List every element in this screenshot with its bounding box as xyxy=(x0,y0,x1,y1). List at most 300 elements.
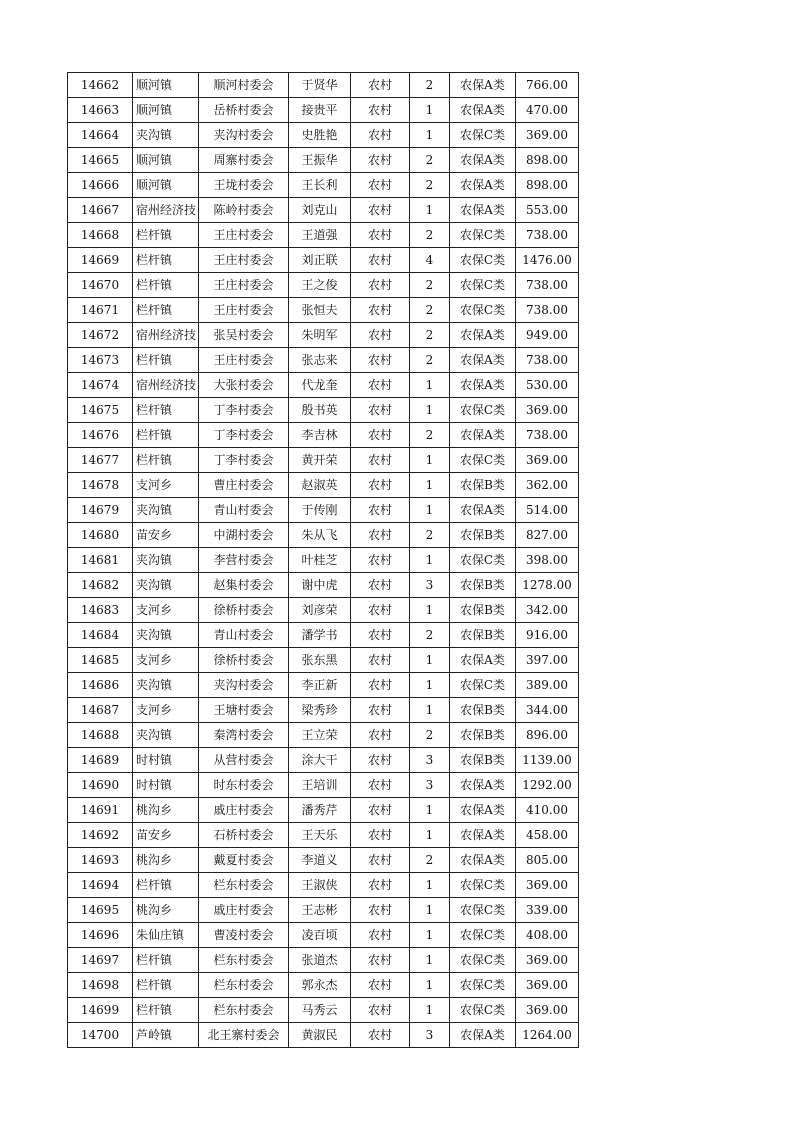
household-count-cell: 3 xyxy=(410,1023,450,1048)
household-count-cell: 3 xyxy=(410,773,450,798)
household-count-cell: 3 xyxy=(410,573,450,598)
name-cell: 潘秀芹 xyxy=(289,798,351,823)
table-row xyxy=(68,623,579,648)
village-committee-cell: 王庄村委会 xyxy=(199,223,289,248)
insurance-category-cell: 农保B类 xyxy=(450,523,516,548)
record-id-cell: 14683 xyxy=(68,598,133,623)
amount-cell: 738.00 xyxy=(516,348,579,373)
household-count-cell: 1 xyxy=(410,198,450,223)
records-table xyxy=(67,72,579,1048)
insurance-category-cell: 农保A类 xyxy=(450,323,516,348)
insurance-category-cell: 农保C类 xyxy=(450,923,516,948)
amount-cell: 805.00 xyxy=(516,848,579,873)
town-cell: 栏杆镇 xyxy=(133,223,199,248)
town-cell: 夹沟镇 xyxy=(133,573,199,598)
village-committee-cell: 李营村委会 xyxy=(199,548,289,573)
record-id-cell: 14670 xyxy=(68,273,133,298)
insurance-category-cell: 农保B类 xyxy=(450,598,516,623)
residence-type-cell: 农村 xyxy=(351,548,410,573)
residence-type-cell: 农村 xyxy=(351,223,410,248)
town-cell: 朱仙庄镇 xyxy=(133,923,199,948)
household-count-cell: 2 xyxy=(410,173,450,198)
household-count-cell: 2 xyxy=(410,523,450,548)
village-committee-cell: 丁李村委会 xyxy=(199,448,289,473)
table-row xyxy=(68,448,579,473)
village-committee-cell: 大张村委会 xyxy=(199,373,289,398)
name-cell: 马秀云 xyxy=(289,998,351,1023)
residence-type-cell: 农村 xyxy=(351,498,410,523)
village-committee-cell: 王庄村委会 xyxy=(199,298,289,323)
insurance-category-cell: 农保B类 xyxy=(450,623,516,648)
insurance-category-cell: 农保B类 xyxy=(450,698,516,723)
residence-type-cell: 农村 xyxy=(351,198,410,223)
residence-type-cell: 农村 xyxy=(351,448,410,473)
residence-type-cell: 农村 xyxy=(351,773,410,798)
table-row xyxy=(68,648,579,673)
village-committee-cell: 栏东村委会 xyxy=(199,998,289,1023)
household-count-cell: 1 xyxy=(410,123,450,148)
insurance-category-cell: 农保B类 xyxy=(450,748,516,773)
record-id-cell: 14671 xyxy=(68,298,133,323)
town-cell: 栏杆镇 xyxy=(133,348,199,373)
insurance-category-cell: 农保A类 xyxy=(450,648,516,673)
name-cell: 王长利 xyxy=(289,173,351,198)
town-cell: 夹沟镇 xyxy=(133,548,199,573)
household-count-cell: 1 xyxy=(410,373,450,398)
name-cell: 王培训 xyxy=(289,773,351,798)
amount-cell: 408.00 xyxy=(516,923,579,948)
village-committee-cell: 北王寨村委会 xyxy=(199,1023,289,1048)
amount-cell: 553.00 xyxy=(516,198,579,223)
table-row xyxy=(68,1023,579,1048)
record-id-cell: 14673 xyxy=(68,348,133,373)
insurance-category-cell: 农保C类 xyxy=(450,873,516,898)
name-cell: 李道义 xyxy=(289,848,351,873)
town-cell: 栏杆镇 xyxy=(133,973,199,998)
name-cell: 刘彦荣 xyxy=(289,598,351,623)
insurance-category-cell: 农保A类 xyxy=(450,848,516,873)
record-id-cell: 14690 xyxy=(68,773,133,798)
village-committee-cell: 周寨村委会 xyxy=(199,148,289,173)
amount-cell: 1278.00 xyxy=(516,573,579,598)
amount-cell: 916.00 xyxy=(516,623,579,648)
table-row xyxy=(68,373,579,398)
amount-cell: 530.00 xyxy=(516,373,579,398)
town-cell: 栏杆镇 xyxy=(133,298,199,323)
town-cell: 宿州经济技 xyxy=(133,323,199,348)
record-id-cell: 14693 xyxy=(68,848,133,873)
household-count-cell: 2 xyxy=(410,273,450,298)
insurance-category-cell: 农保C类 xyxy=(450,398,516,423)
record-id-cell: 14686 xyxy=(68,673,133,698)
town-cell: 夹沟镇 xyxy=(133,623,199,648)
residence-type-cell: 农村 xyxy=(351,398,410,423)
town-cell: 夹沟镇 xyxy=(133,723,199,748)
name-cell: 张志来 xyxy=(289,348,351,373)
record-id-cell: 14685 xyxy=(68,648,133,673)
amount-cell: 738.00 xyxy=(516,423,579,448)
amount-cell: 342.00 xyxy=(516,598,579,623)
household-count-cell: 2 xyxy=(410,423,450,448)
amount-cell: 369.00 xyxy=(516,448,579,473)
insurance-category-cell: 农保B类 xyxy=(450,723,516,748)
name-cell: 朱明军 xyxy=(289,323,351,348)
household-count-cell: 1 xyxy=(410,548,450,573)
name-cell: 赵淑英 xyxy=(289,473,351,498)
town-cell: 栏杆镇 xyxy=(133,998,199,1023)
town-cell: 苗安乡 xyxy=(133,523,199,548)
table-row xyxy=(68,473,579,498)
name-cell: 代龙奎 xyxy=(289,373,351,398)
town-cell: 桃沟乡 xyxy=(133,798,199,823)
town-cell: 夹沟镇 xyxy=(133,123,199,148)
insurance-category-cell: 农保C类 xyxy=(450,248,516,273)
town-cell: 栏杆镇 xyxy=(133,948,199,973)
town-cell: 顺河镇 xyxy=(133,73,199,98)
record-id-cell: 14665 xyxy=(68,148,133,173)
amount-cell: 1476.00 xyxy=(516,248,579,273)
town-cell: 顺河镇 xyxy=(133,173,199,198)
town-cell: 顺河镇 xyxy=(133,98,199,123)
table-row xyxy=(68,223,579,248)
village-committee-cell: 青山村委会 xyxy=(199,623,289,648)
household-count-cell: 1 xyxy=(410,448,450,473)
amount-cell: 458.00 xyxy=(516,823,579,848)
name-cell: 李正新 xyxy=(289,673,351,698)
record-id-cell: 14691 xyxy=(68,798,133,823)
residence-type-cell: 农村 xyxy=(351,123,410,148)
village-committee-cell: 丁李村委会 xyxy=(199,398,289,423)
name-cell: 黄淑民 xyxy=(289,1023,351,1048)
household-count-cell: 1 xyxy=(410,698,450,723)
record-id-cell: 14692 xyxy=(68,823,133,848)
village-committee-cell: 张吴村委会 xyxy=(199,323,289,348)
town-cell: 栏杆镇 xyxy=(133,248,199,273)
name-cell: 王之俊 xyxy=(289,273,351,298)
household-count-cell: 1 xyxy=(410,873,450,898)
amount-cell: 344.00 xyxy=(516,698,579,723)
name-cell: 张恒夫 xyxy=(289,298,351,323)
residence-type-cell: 农村 xyxy=(351,973,410,998)
name-cell: 潘学书 xyxy=(289,623,351,648)
residence-type-cell: 农村 xyxy=(351,248,410,273)
table-row xyxy=(68,898,579,923)
residence-type-cell: 农村 xyxy=(351,173,410,198)
record-id-cell: 14675 xyxy=(68,398,133,423)
record-id-cell: 14679 xyxy=(68,498,133,523)
household-count-cell: 2 xyxy=(410,223,450,248)
insurance-category-cell: 农保C类 xyxy=(450,998,516,1023)
table-row xyxy=(68,998,579,1023)
household-count-cell: 1 xyxy=(410,948,450,973)
table-row xyxy=(68,798,579,823)
amount-cell: 410.00 xyxy=(516,798,579,823)
household-count-cell: 2 xyxy=(410,348,450,373)
amount-cell: 369.00 xyxy=(516,948,579,973)
residence-type-cell: 农村 xyxy=(351,798,410,823)
table-row xyxy=(68,198,579,223)
record-id-cell: 14666 xyxy=(68,173,133,198)
residence-type-cell: 农村 xyxy=(351,898,410,923)
insurance-category-cell: 农保C类 xyxy=(450,123,516,148)
household-count-cell: 1 xyxy=(410,923,450,948)
table-row xyxy=(68,873,579,898)
amount-cell: 398.00 xyxy=(516,548,579,573)
household-count-cell: 2 xyxy=(410,73,450,98)
amount-cell: 339.00 xyxy=(516,898,579,923)
insurance-category-cell: 农保C类 xyxy=(450,973,516,998)
residence-type-cell: 农村 xyxy=(351,648,410,673)
residence-type-cell: 农村 xyxy=(351,623,410,648)
table-row xyxy=(68,698,579,723)
town-cell: 顺河镇 xyxy=(133,148,199,173)
amount-cell: 896.00 xyxy=(516,723,579,748)
residence-type-cell: 农村 xyxy=(351,148,410,173)
household-count-cell: 2 xyxy=(410,323,450,348)
household-count-cell: 1 xyxy=(410,673,450,698)
table-row xyxy=(68,98,579,123)
residence-type-cell: 农村 xyxy=(351,673,410,698)
name-cell: 于传刚 xyxy=(289,498,351,523)
village-committee-cell: 曹凌村委会 xyxy=(199,923,289,948)
table-row xyxy=(68,948,579,973)
name-cell: 于贤华 xyxy=(289,73,351,98)
household-count-cell: 1 xyxy=(410,648,450,673)
town-cell: 宿州经济技 xyxy=(133,198,199,223)
amount-cell: 1139.00 xyxy=(516,748,579,773)
residence-type-cell: 农村 xyxy=(351,273,410,298)
town-cell: 时村镇 xyxy=(133,748,199,773)
insurance-category-cell: 农保A类 xyxy=(450,348,516,373)
insurance-category-cell: 农保A类 xyxy=(450,823,516,848)
residence-type-cell: 农村 xyxy=(351,698,410,723)
record-id-cell: 14689 xyxy=(68,748,133,773)
name-cell: 张道杰 xyxy=(289,948,351,973)
amount-cell: 389.00 xyxy=(516,673,579,698)
town-cell: 栏杆镇 xyxy=(133,398,199,423)
amount-cell: 369.00 xyxy=(516,873,579,898)
table-row xyxy=(68,598,579,623)
village-committee-cell: 夹沟村委会 xyxy=(199,673,289,698)
record-id-cell: 14667 xyxy=(68,198,133,223)
residence-type-cell: 农村 xyxy=(351,323,410,348)
record-id-cell: 14681 xyxy=(68,548,133,573)
name-cell: 叶桂芝 xyxy=(289,548,351,573)
household-count-cell: 1 xyxy=(410,98,450,123)
amount-cell: 1292.00 xyxy=(516,773,579,798)
record-id-cell: 14687 xyxy=(68,698,133,723)
residence-type-cell: 农村 xyxy=(351,948,410,973)
amount-cell: 362.00 xyxy=(516,473,579,498)
name-cell: 王振华 xyxy=(289,148,351,173)
household-count-cell: 1 xyxy=(410,473,450,498)
town-cell: 栏杆镇 xyxy=(133,873,199,898)
town-cell: 栏杆镇 xyxy=(133,423,199,448)
record-id-cell: 14678 xyxy=(68,473,133,498)
town-cell: 支河乡 xyxy=(133,648,199,673)
residence-type-cell: 农村 xyxy=(351,73,410,98)
record-id-cell: 14699 xyxy=(68,998,133,1023)
village-committee-cell: 中湖村委会 xyxy=(199,523,289,548)
town-cell: 时村镇 xyxy=(133,773,199,798)
household-count-cell: 1 xyxy=(410,498,450,523)
insurance-category-cell: 农保A类 xyxy=(450,773,516,798)
insurance-category-cell: 农保C类 xyxy=(450,898,516,923)
amount-cell: 369.00 xyxy=(516,973,579,998)
insurance-category-cell: 农保C类 xyxy=(450,273,516,298)
residence-type-cell: 农村 xyxy=(351,473,410,498)
record-id-cell: 14662 xyxy=(68,73,133,98)
town-cell: 苗安乡 xyxy=(133,823,199,848)
name-cell: 朱从飞 xyxy=(289,523,351,548)
residence-type-cell: 农村 xyxy=(351,98,410,123)
village-committee-cell: 栏东村委会 xyxy=(199,948,289,973)
residence-type-cell: 农村 xyxy=(351,1023,410,1048)
village-committee-cell: 戚庄村委会 xyxy=(199,898,289,923)
insurance-category-cell: 农保C类 xyxy=(450,223,516,248)
table-row xyxy=(68,723,579,748)
insurance-category-cell: 农保C类 xyxy=(450,298,516,323)
table-row xyxy=(68,973,579,998)
village-committee-cell: 陈岭村委会 xyxy=(199,198,289,223)
name-cell: 郭永杰 xyxy=(289,973,351,998)
village-committee-cell: 石桥村委会 xyxy=(199,823,289,848)
village-committee-cell: 青山村委会 xyxy=(199,498,289,523)
insurance-category-cell: 农保C类 xyxy=(450,548,516,573)
amount-cell: 898.00 xyxy=(516,173,579,198)
table-row xyxy=(68,573,579,598)
amount-cell: 514.00 xyxy=(516,498,579,523)
village-committee-cell: 夹沟村委会 xyxy=(199,123,289,148)
village-committee-cell: 岳桥村委会 xyxy=(199,98,289,123)
amount-cell: 397.00 xyxy=(516,648,579,673)
insurance-category-cell: 农保A类 xyxy=(450,148,516,173)
table-row xyxy=(68,73,579,98)
record-id-cell: 14682 xyxy=(68,573,133,598)
village-committee-cell: 栏东村委会 xyxy=(199,973,289,998)
name-cell: 接贵平 xyxy=(289,98,351,123)
residence-type-cell: 农村 xyxy=(351,598,410,623)
amount-cell: 369.00 xyxy=(516,398,579,423)
name-cell: 王志彬 xyxy=(289,898,351,923)
table-row xyxy=(68,673,579,698)
household-count-cell: 1 xyxy=(410,973,450,998)
household-count-cell: 1 xyxy=(410,998,450,1023)
table-row xyxy=(68,148,579,173)
insurance-category-cell: 农保B类 xyxy=(450,573,516,598)
insurance-category-cell: 农保A类 xyxy=(450,173,516,198)
town-cell: 夹沟镇 xyxy=(133,498,199,523)
village-committee-cell: 徐桥村委会 xyxy=(199,598,289,623)
village-committee-cell: 戴夏村委会 xyxy=(199,848,289,873)
table-row xyxy=(68,748,579,773)
amount-cell: 738.00 xyxy=(516,223,579,248)
village-committee-cell: 栏东村委会 xyxy=(199,873,289,898)
household-count-cell: 4 xyxy=(410,248,450,273)
town-cell: 支河乡 xyxy=(133,598,199,623)
insurance-category-cell: 农保A类 xyxy=(450,98,516,123)
village-committee-cell: 王庄村委会 xyxy=(199,248,289,273)
residence-type-cell: 农村 xyxy=(351,873,410,898)
village-committee-cell: 秦湾村委会 xyxy=(199,723,289,748)
residence-type-cell: 农村 xyxy=(351,823,410,848)
residence-type-cell: 农村 xyxy=(351,523,410,548)
residence-type-cell: 农村 xyxy=(351,298,410,323)
table-row xyxy=(68,348,579,373)
household-count-cell: 2 xyxy=(410,298,450,323)
name-cell: 王天乐 xyxy=(289,823,351,848)
town-cell: 支河乡 xyxy=(133,473,199,498)
insurance-category-cell: 农保A类 xyxy=(450,373,516,398)
table-row xyxy=(68,123,579,148)
insurance-category-cell: 农保A类 xyxy=(450,1023,516,1048)
village-committee-cell: 从营村委会 xyxy=(199,748,289,773)
village-committee-cell: 徐桥村委会 xyxy=(199,648,289,673)
table-row xyxy=(68,248,579,273)
insurance-category-cell: 农保C类 xyxy=(450,948,516,973)
town-cell: 栏杆镇 xyxy=(133,273,199,298)
table-row xyxy=(68,823,579,848)
name-cell: 黄开荣 xyxy=(289,448,351,473)
household-count-cell: 2 xyxy=(410,623,450,648)
table-row xyxy=(68,498,579,523)
table-row xyxy=(68,323,579,348)
name-cell: 殷书英 xyxy=(289,398,351,423)
residence-type-cell: 农村 xyxy=(351,923,410,948)
amount-cell: 949.00 xyxy=(516,323,579,348)
record-id-cell: 14696 xyxy=(68,923,133,948)
residence-type-cell: 农村 xyxy=(351,998,410,1023)
record-id-cell: 14676 xyxy=(68,423,133,448)
records-table-body xyxy=(68,73,579,1048)
village-committee-cell: 赵集村委会 xyxy=(199,573,289,598)
amount-cell: 738.00 xyxy=(516,273,579,298)
name-cell: 王立荣 xyxy=(289,723,351,748)
household-count-cell: 2 xyxy=(410,148,450,173)
table-row xyxy=(68,773,579,798)
name-cell: 王淑侠 xyxy=(289,873,351,898)
name-cell: 涂大干 xyxy=(289,748,351,773)
amount-cell: 898.00 xyxy=(516,148,579,173)
amount-cell: 369.00 xyxy=(516,123,579,148)
amount-cell: 470.00 xyxy=(516,98,579,123)
insurance-category-cell: 农保B类 xyxy=(450,473,516,498)
household-count-cell: 2 xyxy=(410,723,450,748)
amount-cell: 766.00 xyxy=(516,73,579,98)
residence-type-cell: 农村 xyxy=(351,573,410,598)
residence-type-cell: 农村 xyxy=(351,848,410,873)
record-id-cell: 14680 xyxy=(68,523,133,548)
village-committee-cell: 戚庄村委会 xyxy=(199,798,289,823)
village-committee-cell: 王庄村委会 xyxy=(199,273,289,298)
name-cell: 张东黑 xyxy=(289,648,351,673)
household-count-cell: 1 xyxy=(410,823,450,848)
table-row xyxy=(68,923,579,948)
town-cell: 桃沟乡 xyxy=(133,848,199,873)
insurance-category-cell: 农保A类 xyxy=(450,198,516,223)
record-id-cell: 14663 xyxy=(68,98,133,123)
residence-type-cell: 农村 xyxy=(351,348,410,373)
record-id-cell: 14694 xyxy=(68,873,133,898)
record-id-cell: 14698 xyxy=(68,973,133,998)
residence-type-cell: 农村 xyxy=(351,748,410,773)
insurance-category-cell: 农保A类 xyxy=(450,73,516,98)
household-count-cell: 1 xyxy=(410,898,450,923)
village-committee-cell: 王垅村委会 xyxy=(199,173,289,198)
name-cell: 刘正联 xyxy=(289,248,351,273)
table-row xyxy=(68,848,579,873)
record-id-cell: 14672 xyxy=(68,323,133,348)
